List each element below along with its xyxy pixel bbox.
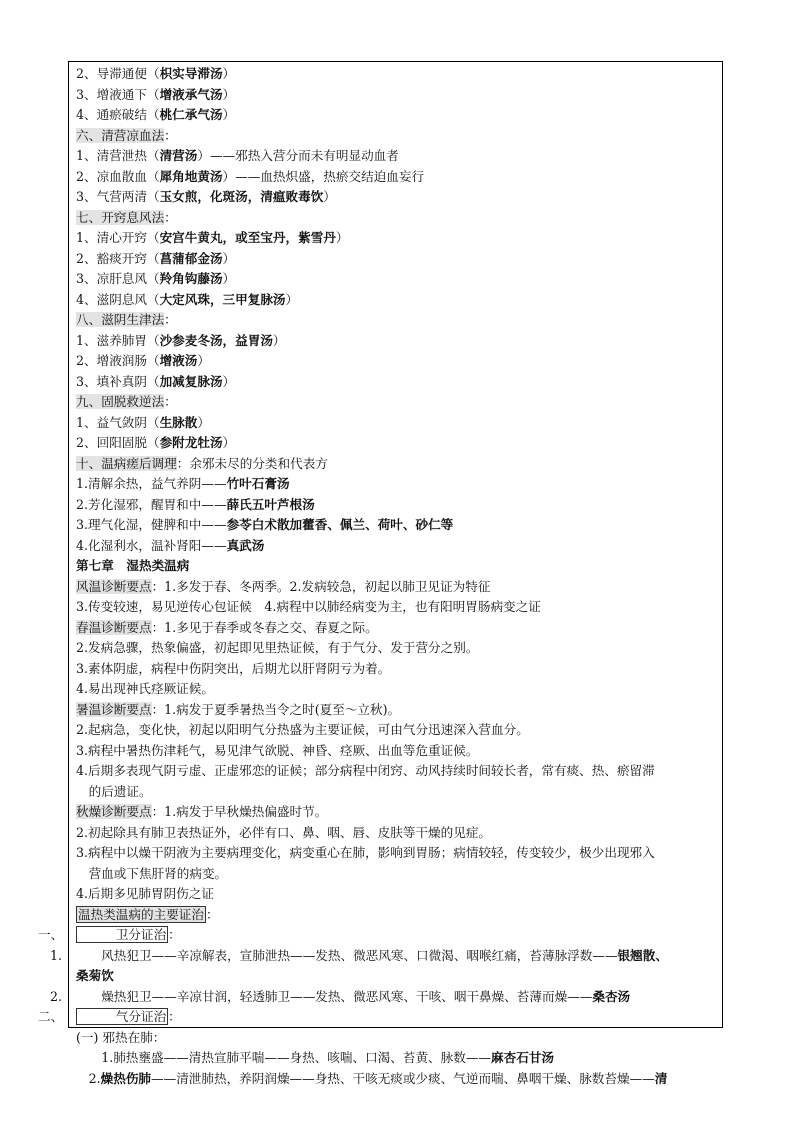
text-segment: 4.后期多见肺胃阴伤之证 [76, 886, 214, 901]
text-line [76, 966, 114, 986]
text-segment: 营血或下焦肝肾的病变。 [76, 865, 228, 881]
formula-name: 桑菊饮 [76, 968, 114, 983]
text-line [76, 618, 378, 638]
text-line [76, 864, 227, 884]
text-line [76, 105, 235, 125]
text-line [76, 126, 177, 146]
text-segment: ） [197, 414, 210, 430]
text-line [76, 700, 400, 720]
text-segment: ： [164, 127, 177, 143]
text-segment: 4.易出现神氏痉厥证候。 [76, 681, 214, 696]
section-heading: 六、清营凉血法 [76, 127, 165, 143]
text-line [76, 515, 453, 535]
text-line [76, 536, 264, 556]
text-line [76, 782, 152, 802]
text-segment: ： [168, 1009, 181, 1024]
text-segment: ） [222, 107, 236, 122]
text-line [76, 823, 491, 843]
section-heading: 八、滋阴生津法 [76, 312, 165, 327]
text-line [76, 597, 541, 617]
text-segment: 3.理气化湿，健脾和中—— [76, 517, 227, 532]
text-segment: 1、清心开窍（ [76, 230, 160, 245]
outer-list-marker: 1. [50, 947, 63, 963]
text-line [76, 556, 189, 576]
formula-name: 沙参麦冬汤，益胃汤 [159, 332, 273, 348]
formula-name: 增液承气汤 [159, 86, 223, 102]
formula-name: 大定风珠，三甲复脉汤 [159, 291, 286, 307]
text-line [76, 679, 214, 699]
formula-name: 参苓白术散加藿香、佩兰、荷叶、砂仁等 [226, 517, 454, 532]
text-segment: 3、增液通下（ [76, 86, 160, 102]
text-segment: 1、益气敛阴（ [76, 414, 160, 430]
formula-name: 枳实导滞汤 [159, 66, 223, 81]
formula-name: 增液汤 [159, 353, 198, 368]
text-segment: 2.发病急骤，热象偏盛，初起即见里热证候，有于气分、发于营分之别。 [76, 640, 479, 655]
text-line [76, 269, 235, 289]
text-line [76, 146, 399, 166]
formula-name: 玉女煎，化斑汤，清瘟败毒饮 [159, 189, 324, 204]
text-line [76, 433, 235, 453]
text-segment: ） [272, 332, 286, 348]
text-line [76, 987, 630, 1007]
outer-list-marker: 2. [50, 988, 63, 1004]
text-line [76, 64, 235, 84]
formula-name: 薛氏五叶芦根汤 [226, 496, 315, 512]
text-segment: ） [222, 66, 236, 81]
text-segment: ： [205, 906, 219, 922]
text-segment: 3、气营两清（ [76, 189, 160, 204]
text-segment: 2、增液润肠（ [76, 353, 160, 368]
text-line [76, 331, 286, 351]
text-segment: 燥热犯卫——辛凉甘润，轻透肺卫——发热、微恶风寒、干咳、咽干鼻燥、苔薄而燥—— [76, 988, 593, 1004]
text-segment: 3.病程中暑热伤津耗气，易见津气欲脱、神昏、痉厥、出血等危重证候。 [76, 742, 479, 758]
formula-name: 桃仁承气汤 [159, 107, 223, 122]
formula-name: 清营汤 [159, 148, 198, 163]
formula-name: 银翘散、 [617, 947, 668, 963]
text-line [76, 741, 478, 761]
text-line [76, 659, 390, 679]
text-segment: 1.肺热壅盛——清热宣肺平喘——身热、咳喘、口渴、苔黄、脉数—— [76, 1050, 492, 1065]
text-segment: 2. [76, 1070, 101, 1086]
text-line [76, 372, 235, 392]
text-line [76, 946, 668, 966]
text-segment: ） [285, 291, 299, 307]
text-segment: 4.后期多表现气阴亏虚、正虚邪恋的证候；部分病程中闭窍、动风持续时间较长者，常有痰、热、瘀留滞 [76, 763, 655, 778]
formula-name: 麻杏石甘汤 [491, 1050, 554, 1065]
section-heading: 风温诊断要点 [76, 578, 152, 594]
boxed-heading: 卫分证治 [78, 927, 167, 942]
formula-name: 真武汤 [226, 537, 265, 553]
text-line [76, 843, 655, 863]
text-segment: 2.初起除具有肺卫表热证外，必伴有口、鼻、咽、唇、皮肤等干燥的见症。 [76, 824, 492, 840]
text-segment: ： [164, 394, 177, 409]
text-segment: ）——血热炽盛，热瘀交结迫血妄行 [222, 168, 425, 184]
text-segment: ： [164, 209, 177, 225]
text-line [76, 720, 529, 740]
text-segment: 2.起病急，变化快，初起以阳明气分热盛为主要证候，可由气分迅速深入营血分。 [76, 722, 529, 737]
text-segment: ） [222, 250, 236, 266]
outer-list-marker: 一、 [38, 927, 64, 942]
section-heading: 七、开窍息风法 [76, 209, 165, 225]
section-heading: 秋燥诊断要点 [76, 804, 152, 819]
text-segment: 1.清解余热，益气养阴—— [76, 476, 227, 491]
text-segment: 4、滋阴息风（ [76, 291, 160, 307]
boxed-heading: 温热类温病的主要证治 [78, 906, 204, 922]
section-heading: 暑温诊断要点 [76, 701, 152, 717]
text-segment: 3.传变较速，易见逆传心包证候 4.病程中以肺经病变为主，也有阳明胃肠病变之证 [76, 599, 541, 614]
text-segment: 3、填补真阴（ [76, 373, 160, 389]
text-line [76, 1069, 667, 1089]
text-segment: ） [222, 373, 236, 389]
text-segment: 4.化湿利水，温补肾阳—— [76, 537, 227, 553]
text-line [76, 290, 298, 310]
text-line [76, 905, 219, 925]
text-line [76, 310, 177, 330]
text-line [76, 228, 348, 248]
text-line [76, 474, 290, 494]
text-line [76, 1007, 181, 1027]
text-line [76, 761, 655, 781]
text-segment: 的后遗证。 [76, 783, 152, 799]
text-segment: ） [197, 353, 210, 368]
text-line [76, 187, 336, 207]
section-heading: 九、固脱救逆法 [76, 394, 165, 409]
text-segment: ： [168, 927, 181, 942]
formula-name: 第七章 湿热类温病 [76, 558, 190, 573]
section-heading: 十、温病瘥后调理 [76, 455, 177, 471]
text-line [76, 351, 210, 371]
formula-name: 燥热伤肺 [100, 1070, 151, 1086]
text-segment: ） [222, 86, 236, 102]
formula-name: 桑杏汤 [592, 988, 631, 1004]
text-segment: 4、通瘀破结（ [76, 107, 160, 122]
formula-name: 生脉散 [159, 414, 198, 430]
text-segment: 2、凉血散血（ [76, 168, 160, 184]
text-segment: 1、滋养肺胃（ [76, 332, 160, 348]
text-line [76, 392, 177, 412]
formula-name: 安宫牛黄丸，或至宝丹，紫雪丹 [159, 230, 336, 245]
text-segment: 2、豁痰开窍（ [76, 250, 160, 266]
text-segment: ——清泄肺热，养阴润燥——身热、干咳无痰或少痰、气逆而喘、鼻咽干燥、脉数苔燥—— [151, 1070, 655, 1086]
boxed-heading: 气分证治 [78, 1009, 167, 1024]
text-segment: 3.素体阴虚，病程中伤阴突出，后期尤以肝肾阴亏为着。 [76, 660, 391, 676]
text-line [76, 454, 328, 474]
text-segment: 风热犯卫——辛凉解表，宣肺泄热——发热、微恶风寒、口微渴、咽喉红痛，苔薄脉浮数—— [76, 947, 618, 963]
text-line [76, 925, 181, 945]
formula-name: 加减复脉汤 [159, 373, 223, 389]
text-segment: 1、清营泄热（ [76, 148, 160, 163]
text-segment: ） [335, 230, 349, 245]
text-line [76, 208, 177, 228]
text-segment: ： [164, 312, 177, 327]
text-line [76, 638, 478, 658]
text-segment: 2、回阳固脱（ [76, 435, 160, 450]
text-segment: (一) 邪热在肺： [76, 1029, 166, 1045]
formula-name: 清 [654, 1070, 668, 1086]
formula-name: 羚角钩藤汤 [159, 271, 223, 286]
text-line [76, 495, 315, 515]
text-line [76, 167, 424, 187]
formula-name: 参附龙牡汤 [159, 435, 223, 450]
text-line [76, 884, 214, 904]
text-segment: ：1.多见于春季或冬春之交、春夏之际。 [151, 619, 378, 635]
text-segment: ：1.病发于夏季暑热当令之时(夏至～立秋)。 [151, 701, 401, 717]
text-segment: ：1.病发于早秋燥热偏盛时节。 [151, 804, 328, 819]
text-segment: ） [323, 189, 336, 204]
text-segment: ：余邪未尽的分类和代表方 [176, 455, 328, 471]
formula-name: 竹叶石膏汤 [226, 476, 290, 491]
text-line [76, 249, 235, 269]
section-heading: 春温诊断要点 [76, 619, 152, 635]
text-segment: ）——邪热入营分而未有明显动血者 [197, 148, 399, 163]
text-line [76, 85, 235, 105]
outer-list-marker: 二、 [38, 1009, 64, 1024]
text-segment: ：1.多发于春、冬两季。2.发病较急，初起以肺卫见证为特征 [151, 578, 491, 594]
text-segment: ） [222, 271, 236, 286]
formula-name: 犀角地黄汤 [159, 168, 223, 184]
text-line [76, 577, 490, 597]
text-segment: 3.病程中以燥干阴液为主要病理变化，病变重心在肺，影响到胃肠；病情较轻，传变较少，极少出现邪入 [76, 845, 655, 860]
text-segment: 2、导滞通便（ [76, 66, 160, 81]
formula-name: 菖蒲郁金汤 [159, 250, 223, 266]
text-segment: 3、凉肝息风（ [76, 271, 160, 286]
text-line [76, 802, 327, 822]
text-segment: 2.芳化湿邪，醒胃和中—— [76, 496, 227, 512]
text-line [76, 413, 210, 433]
text-line [76, 1048, 554, 1068]
text-segment: ） [222, 435, 236, 450]
text-line [76, 1028, 165, 1048]
